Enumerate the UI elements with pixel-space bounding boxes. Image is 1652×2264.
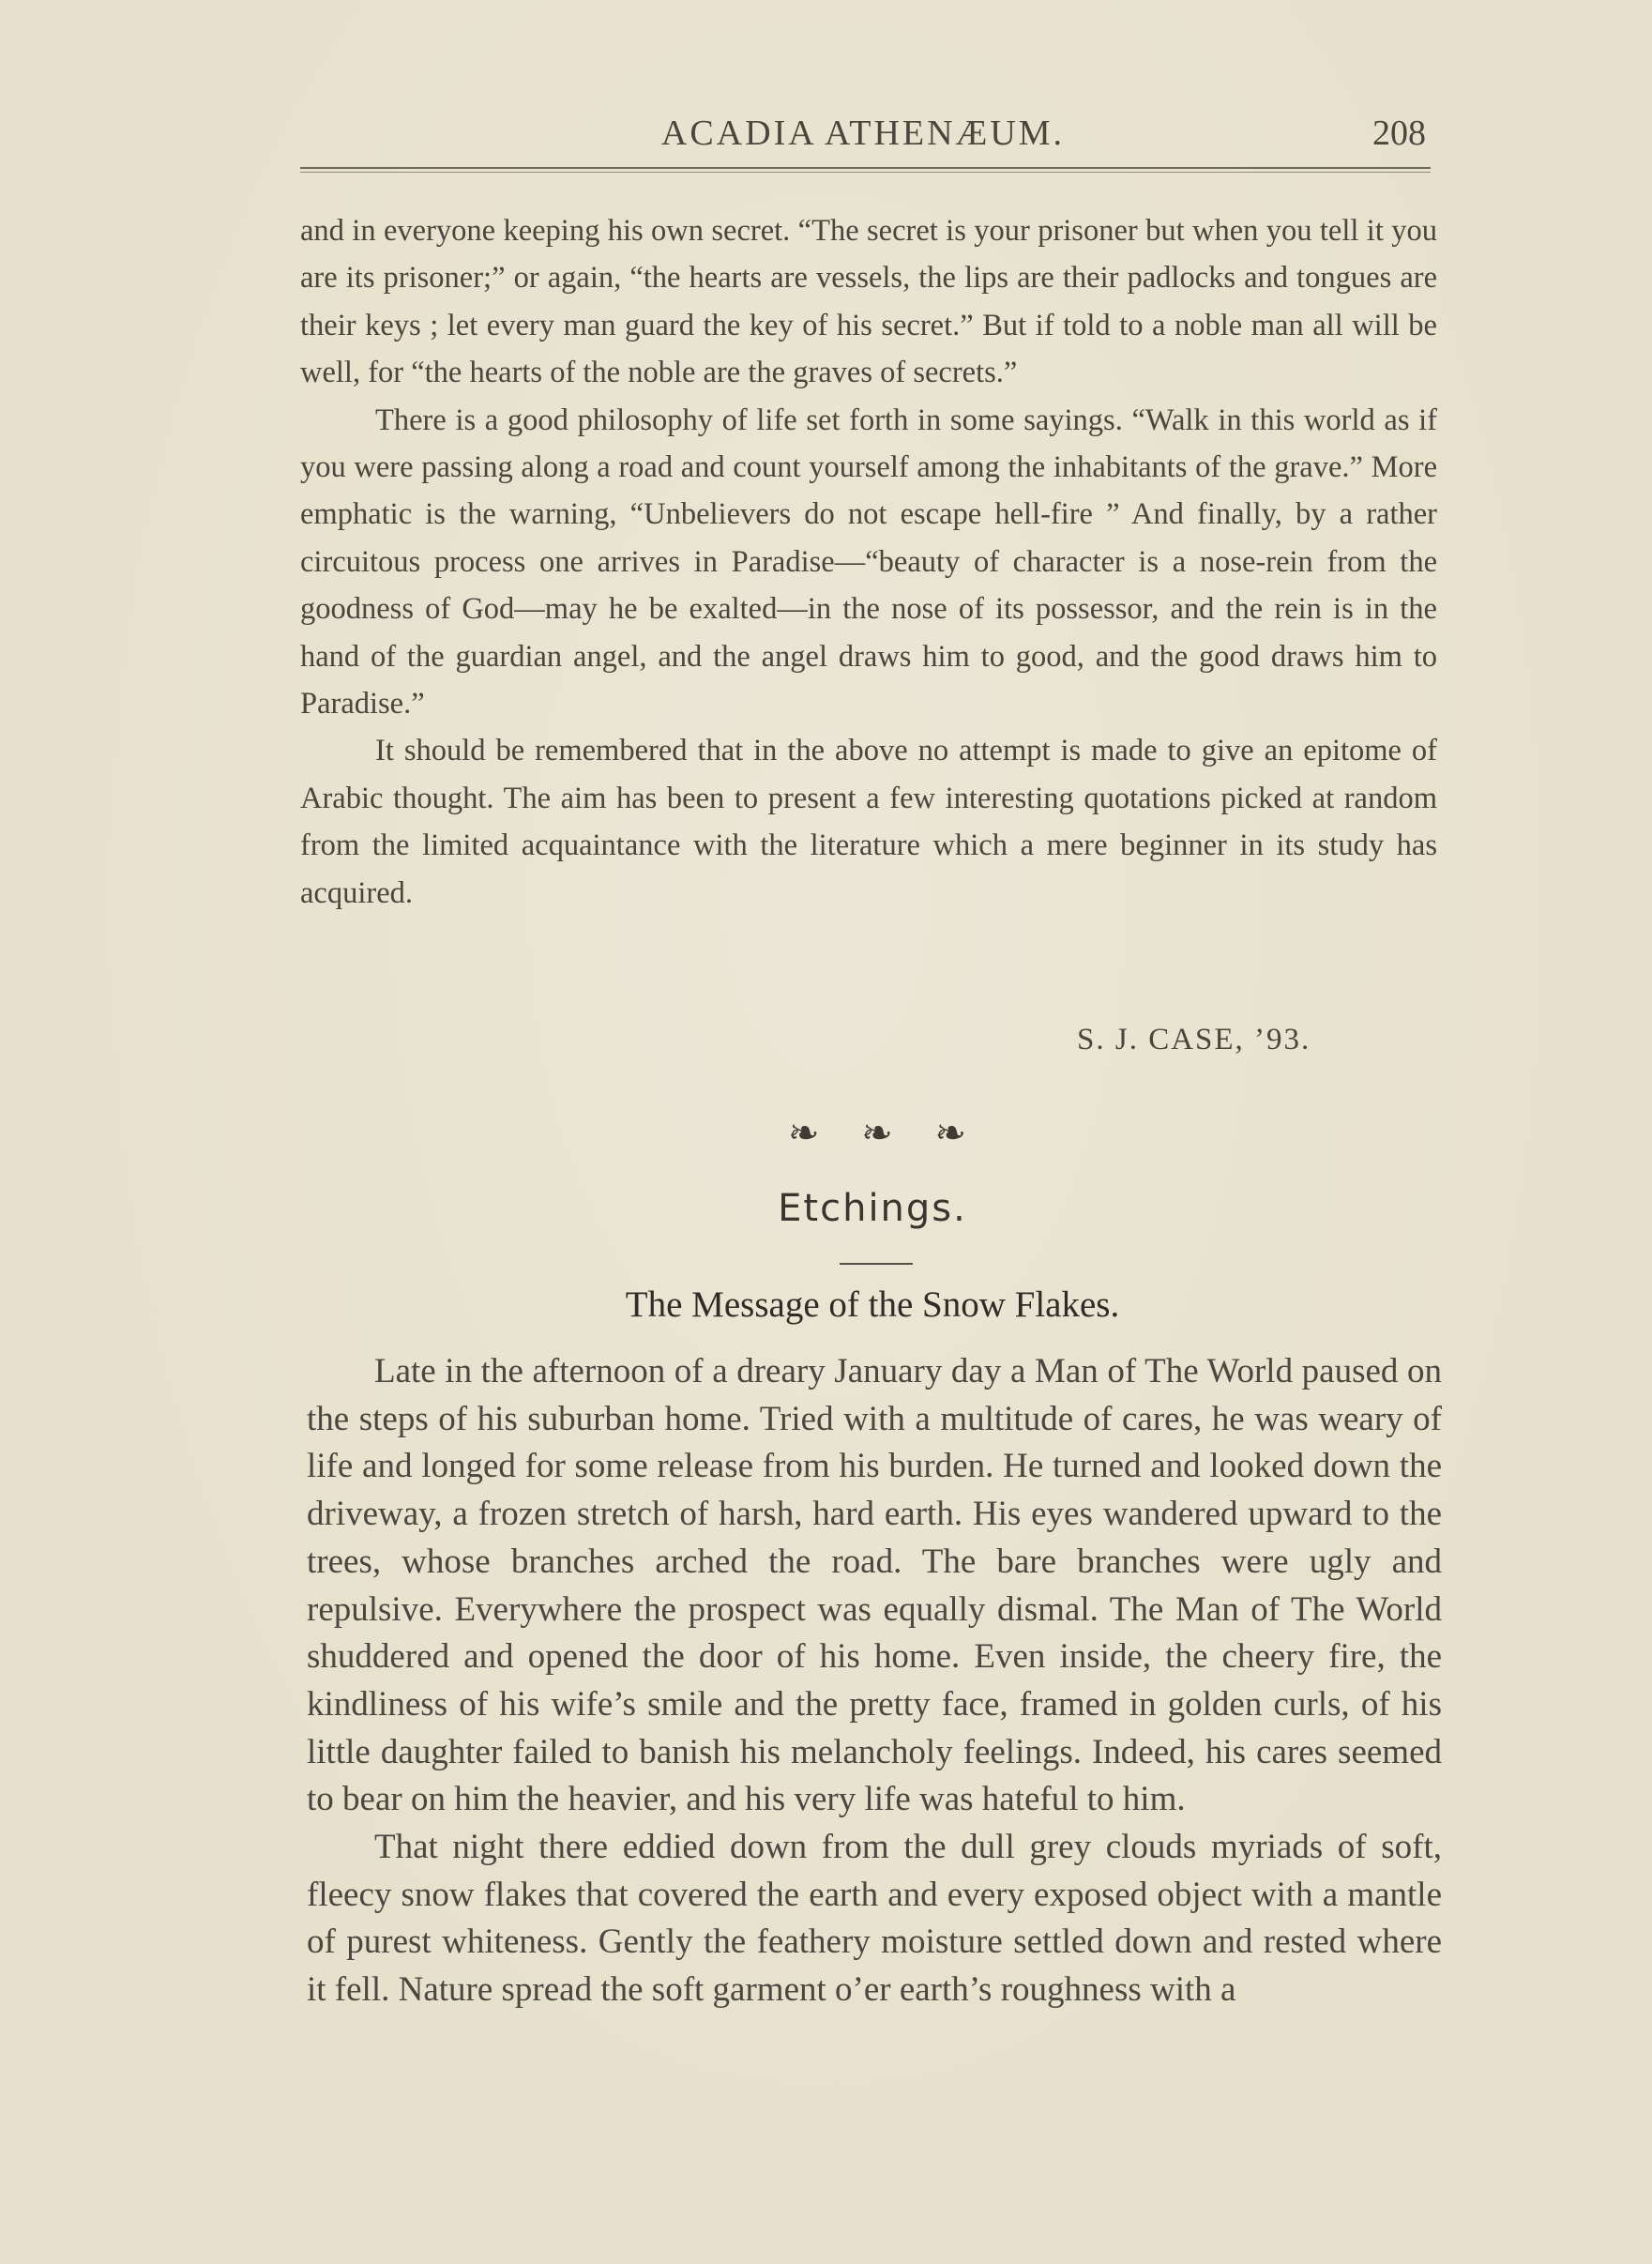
header-rule <box>300 167 1431 169</box>
etching-paragraph: That night there eddied down from the dull grey clouds myriads of soft, fleecy snow flakes that covered the earth and every exposed object with a mantle of purest whiteness. Gently the feathery moisture settled down and rested where it fell. Nature spread the soft garment o’er earth’s roughness with a <box>307 1828 1442 2010</box>
article-paragraph: There is a good philosophy of life set forth in some sayings. “Walk in this world as if you were passing along a road and count yourself among the inhabitants of the grave.” More emphatic is the warning, “Unbelievers do not escape hell-fire ” And finally, by a rather circuitous process one arrives in Paradise—“beauty of character is a nose-rein from the goodness of God—may he be exalted—in the nose of its possessor, and the rein is in the hand of the guardian angel, and the angel draws him to good, and the good draws him to Paradise.” <box>300 403 1437 722</box>
running-header <box>300 105 1426 161</box>
article-paragraph: and in everyone keeping his own secret. “The secret is your prisoner but when you tell it you are its prisoner;” or again, “the hearts are vessels, the lips are their padlocks and tongues are their keys ; let every man guard the key of his secret.” But if told to a noble man all will be well, for “the hearts of the noble are the graves of secrets.” <box>300 214 1437 390</box>
header-rule-thin <box>300 172 1431 173</box>
section-rule <box>840 1263 913 1265</box>
section-ornament: ❧ ❧ ❧ <box>788 1112 981 1155</box>
author-signature: S. J. CASE, ’93. <box>1077 1023 1311 1056</box>
section-title: Etchings. <box>778 1187 967 1230</box>
piece-title: The Message of the Snow Flakes. <box>625 1284 1120 1325</box>
page-number: 208 <box>1372 114 1426 153</box>
article-body <box>300 207 1437 917</box>
article-paragraph: It should be remembered that in the above no attempt is made to give an epitome of Arabic thought. The aim has been to present a few interesting quotations picked at random from the limited acquaintance with the literature which a mere beginner in its study has acquired. <box>300 734 1437 910</box>
etching-body <box>307 1348 1442 2014</box>
etching-paragraph: Late in the afternoon of a dreary January day a Man of The World paused on the steps of his suburban home. Tried with a multitude of cares, he was weary of life and longed for some release from his burden. He turned and looked down the driveway, a frozen stretch of harsh, hard earth. His eyes wandered upward to the trees, whose branches arched the road. The bare branches were ugly and repulsive. Everywhere the prospect was equally dismal. The Man of The World shuddered and opened the door of his home. Even inside, the cheery fire, the kindliness of his wife’s smile and the pretty face, framed in golden curls, of his little daughter failed to banish his melancholy feelings. Indeed, his cares seemed to bear on him the heavier, and his very life was hateful to him. <box>307 1352 1442 1819</box>
journal-title: ACADIA ATHENÆUM. <box>660 114 1066 153</box>
